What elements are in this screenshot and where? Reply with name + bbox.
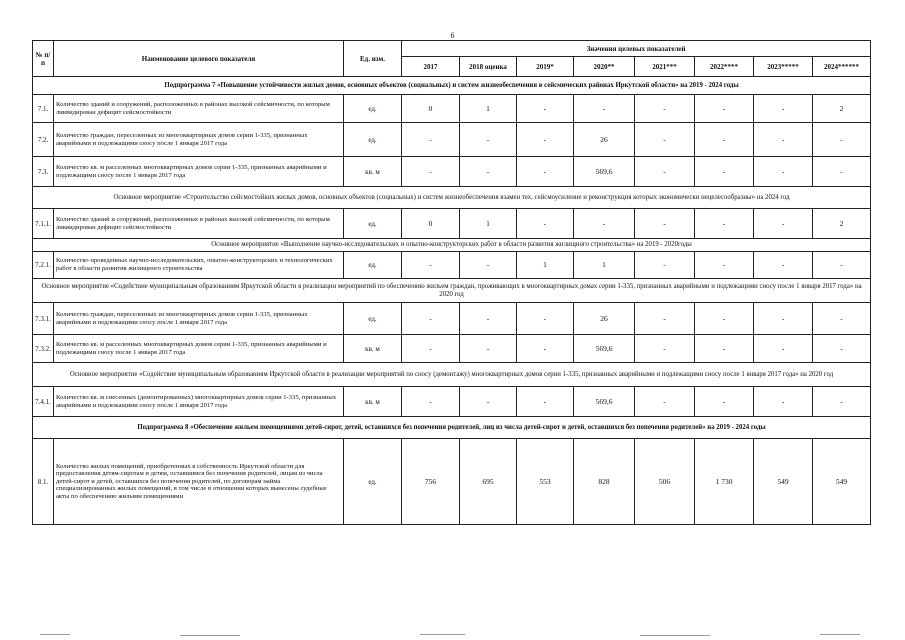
unit-cell: ед. xyxy=(344,439,402,525)
value-cell: 569,6 xyxy=(574,335,635,363)
value-cell: - xyxy=(754,303,813,335)
value-cell: - xyxy=(754,209,813,239)
unit-cell: ед. xyxy=(344,123,402,157)
value-cell: - xyxy=(635,387,695,417)
row-number: 7.1.1. xyxy=(33,209,54,239)
section-title: Подпрограмма 8 «Обеспечение жильем помещениями детей-сирот, детей, оставшихся без попечения родителей, лиц из числа детей-сирот и детей, оставшихся без попечения родителей» на 2019 - 2024 годы xyxy=(33,417,871,439)
section-row xyxy=(33,187,871,209)
value-cell: - xyxy=(402,157,460,187)
value-cell: - xyxy=(635,303,695,335)
row-number: 7.3.1. xyxy=(33,303,54,335)
unit-cell: ед. xyxy=(344,303,402,335)
header-year: 2017 xyxy=(402,57,460,77)
value-cell: - xyxy=(695,303,754,335)
value-cell: 756 xyxy=(402,439,460,525)
header-year: 2020** xyxy=(574,57,635,77)
header-year: 2023***** xyxy=(754,57,813,77)
value-cell: - xyxy=(635,95,695,123)
value-cell: - xyxy=(517,335,574,363)
table-row xyxy=(33,439,871,525)
table-row xyxy=(33,123,871,157)
row-number: 7.2.1. xyxy=(33,252,54,279)
value-cell: - xyxy=(517,95,574,123)
indicator-name: Количество граждан, переселенных из многоквартирных домов серии 1-335, признанных аварийными и подлежащими сносу после 1 января 2017 года xyxy=(54,303,344,335)
value-cell: 26 xyxy=(574,123,635,157)
value-cell: - xyxy=(517,387,574,417)
row-number: 7.1. xyxy=(33,95,54,123)
value-cell: - xyxy=(695,95,754,123)
section-title: Основное мероприятие «Содействие муниципальным образованиям Иркутской области в реализации мероприятий по обеспечению жильем граждан, проживающих в многоквартирных домах серии 1-335, признанных аварийными и подлежащими сносу после 1 января 2017 года» на 2020 год xyxy=(33,279,871,303)
value-cell: 1 730 xyxy=(695,439,754,525)
unit-cell: ед. xyxy=(344,252,402,279)
row-number: 7.2. xyxy=(33,123,54,157)
value-cell: - xyxy=(460,123,517,157)
value-cell: 553 xyxy=(517,439,574,525)
unit-cell: ед. xyxy=(344,209,402,239)
row-number: 7.3.2. xyxy=(33,335,54,363)
section-title: Основное мероприятие «Выполнение научно-исследовательских и опытно-конструкторских работ в области развития жилищного строительства» на 2019 - 2020годы xyxy=(33,239,871,252)
unit-cell: кв. м xyxy=(344,387,402,417)
header-unit: Ед. изм. xyxy=(344,41,402,77)
value-cell: - xyxy=(635,335,695,363)
indicator-name: Количество зданий и сооружений, расположенных в районах высокой сейсмичности, по которым ликвидирован дефицит сейсмостойкости xyxy=(54,95,344,123)
indicator-name: Количество проведенных научно-исследовательских, опытно-конструкторских и технологических работ в области развития жилищного строительства xyxy=(54,252,344,279)
section-row xyxy=(33,279,871,303)
value-cell: - xyxy=(813,123,871,157)
section-row xyxy=(33,363,871,387)
value-cell: - xyxy=(695,157,754,187)
indicator-name: Количество зданий и сооружений, расположенных в районах высокой сейсмичности, по которым ликвидирован дефицит сейсмостойкости xyxy=(54,209,344,239)
section-row xyxy=(33,417,871,439)
header-year: 2019* xyxy=(517,57,574,77)
value-cell: - xyxy=(517,157,574,187)
row-number: 7.3. xyxy=(33,157,54,187)
value-cell: 569,6 xyxy=(574,387,635,417)
value-cell: - xyxy=(635,252,695,279)
value-cell: 1 xyxy=(460,209,517,239)
value-cell: 695 xyxy=(460,439,517,525)
indicator-name: Количество кв. м снесенных (демонтированных) многоквартирных домов серии 1-335, признанных аварийными и подлежащими сносу после 1 января 2017 года xyxy=(54,387,344,417)
value-cell: - xyxy=(460,252,517,279)
section-title: Подпрограмма 7 «Повышение устойчивости жилых домов, основных объектов (социальных) и систем жизнеобеспечения в сейсмических районах Иркутской области» на 2019 - 2024 годы xyxy=(33,77,871,95)
value-cell: 0 xyxy=(402,209,460,239)
value-cell: - xyxy=(754,123,813,157)
table-row xyxy=(33,95,871,123)
header-year: 2021*** xyxy=(635,57,695,77)
header-indicator-name: Наименование целевого показателя xyxy=(54,41,344,77)
indicator-name: Количество граждан, переселенных из многоквартирных домов серии 1-335, признанных аварийными и подлежащими сносу после 1 января 2017 года xyxy=(54,123,344,157)
value-cell: - xyxy=(813,335,871,363)
value-cell: 828 xyxy=(574,439,635,525)
value-cell: - xyxy=(695,387,754,417)
header-year: 2018 оценка xyxy=(460,57,517,77)
value-cell: - xyxy=(460,157,517,187)
value-cell: - xyxy=(635,123,695,157)
value-cell: - xyxy=(695,123,754,157)
value-cell: - xyxy=(517,303,574,335)
value-cell: - xyxy=(695,209,754,239)
value-cell: - xyxy=(402,252,460,279)
unit-cell: кв. м xyxy=(344,157,402,187)
section-row xyxy=(33,77,871,95)
value-cell: - xyxy=(460,387,517,417)
value-cell: 549 xyxy=(754,439,813,525)
value-cell: - xyxy=(813,157,871,187)
value-cell: - xyxy=(402,123,460,157)
value-cell: 1 xyxy=(574,252,635,279)
value-cell: 1 xyxy=(460,95,517,123)
table-row xyxy=(33,252,871,279)
value-cell: - xyxy=(813,303,871,335)
value-cell: - xyxy=(813,252,871,279)
value-cell: 569,6 xyxy=(574,157,635,187)
section-title: Основное мероприятие «Содействие муниципальным образованиям Иркутской области в реализации мероприятий по сносу (демонтажу) многоквартирных домов серии 1-335, признанных аварийными и подлежащими сносу после 1 января 2017 года» на 2020 год xyxy=(33,363,871,387)
header-year: 2024****** xyxy=(813,57,871,77)
table-body xyxy=(33,77,871,525)
section-title: Основное мероприятие «Строительство сейсмостойких жилых домов, основных объектов (социальных) и систем жизнеобеспечения взамен тех, сейсмоусиление и реконструкция которых экономически нецелесообразны» на 2024 год xyxy=(33,187,871,209)
value-cell: - xyxy=(695,252,754,279)
value-cell: - xyxy=(813,387,871,417)
unit-cell: ед. xyxy=(344,95,402,123)
value-cell: - xyxy=(754,157,813,187)
value-cell: 0 xyxy=(402,95,460,123)
value-cell: - xyxy=(635,157,695,187)
value-cell: 549 xyxy=(813,439,871,525)
value-cell: - xyxy=(754,335,813,363)
value-cell: 2 xyxy=(813,209,871,239)
indicator-name: Количество кв. м расселенных многоквартирных домов серии 1-335, признанных аварийными и подлежащими сносу после 1 января 2017 года xyxy=(54,157,344,187)
value-cell: - xyxy=(754,387,813,417)
table-row xyxy=(33,303,871,335)
value-cell: - xyxy=(517,123,574,157)
row-number: 7.4.1. xyxy=(33,387,54,417)
table-row xyxy=(33,209,871,239)
value-cell: - xyxy=(695,335,754,363)
value-cell: - xyxy=(754,95,813,123)
value-cell: 26 xyxy=(574,303,635,335)
value-cell: 1 xyxy=(517,252,574,279)
value-cell: - xyxy=(574,95,635,123)
value-cell: 506 xyxy=(635,439,695,525)
value-cell: - xyxy=(402,303,460,335)
value-cell: - xyxy=(635,209,695,239)
value-cell: - xyxy=(460,303,517,335)
section-row xyxy=(33,239,871,252)
unit-cell: кв. м xyxy=(344,335,402,363)
header-num: № п/п xyxy=(33,41,54,77)
value-cell: - xyxy=(402,335,460,363)
target-indicators-table xyxy=(32,40,871,525)
indicator-name: Количество жилых помещений, приобретенных в собственность Иркутской области для предоставления детям-сиротам и детям, оставшимся без попечения родителей, лицам из числа детей-сирот и детей, оставшихся без попечения родителей, по договорам найма специализированных жилых помещений, в том числе в отношении которых вынесены судебные акты по обеспечению жилыми помещениями xyxy=(54,439,344,525)
row-number: 8.1. xyxy=(33,439,54,525)
table-row xyxy=(33,387,871,417)
table-row xyxy=(33,335,871,363)
table-row xyxy=(33,157,871,187)
header-values-group: Значения целевых показателей xyxy=(402,41,871,57)
value-cell: 2 xyxy=(813,95,871,123)
value-cell: - xyxy=(754,252,813,279)
value-cell: - xyxy=(574,209,635,239)
indicator-name: Количество кв. м расселенных многоквартирных домов серии 1-335, признанных аварийными и подлежащими сносу после 1 января 2017 года xyxy=(54,335,344,363)
value-cell: - xyxy=(460,335,517,363)
header-year: 2022**** xyxy=(695,57,754,77)
page-number: 6 xyxy=(450,31,455,40)
value-cell: - xyxy=(402,387,460,417)
value-cell: - xyxy=(517,209,574,239)
